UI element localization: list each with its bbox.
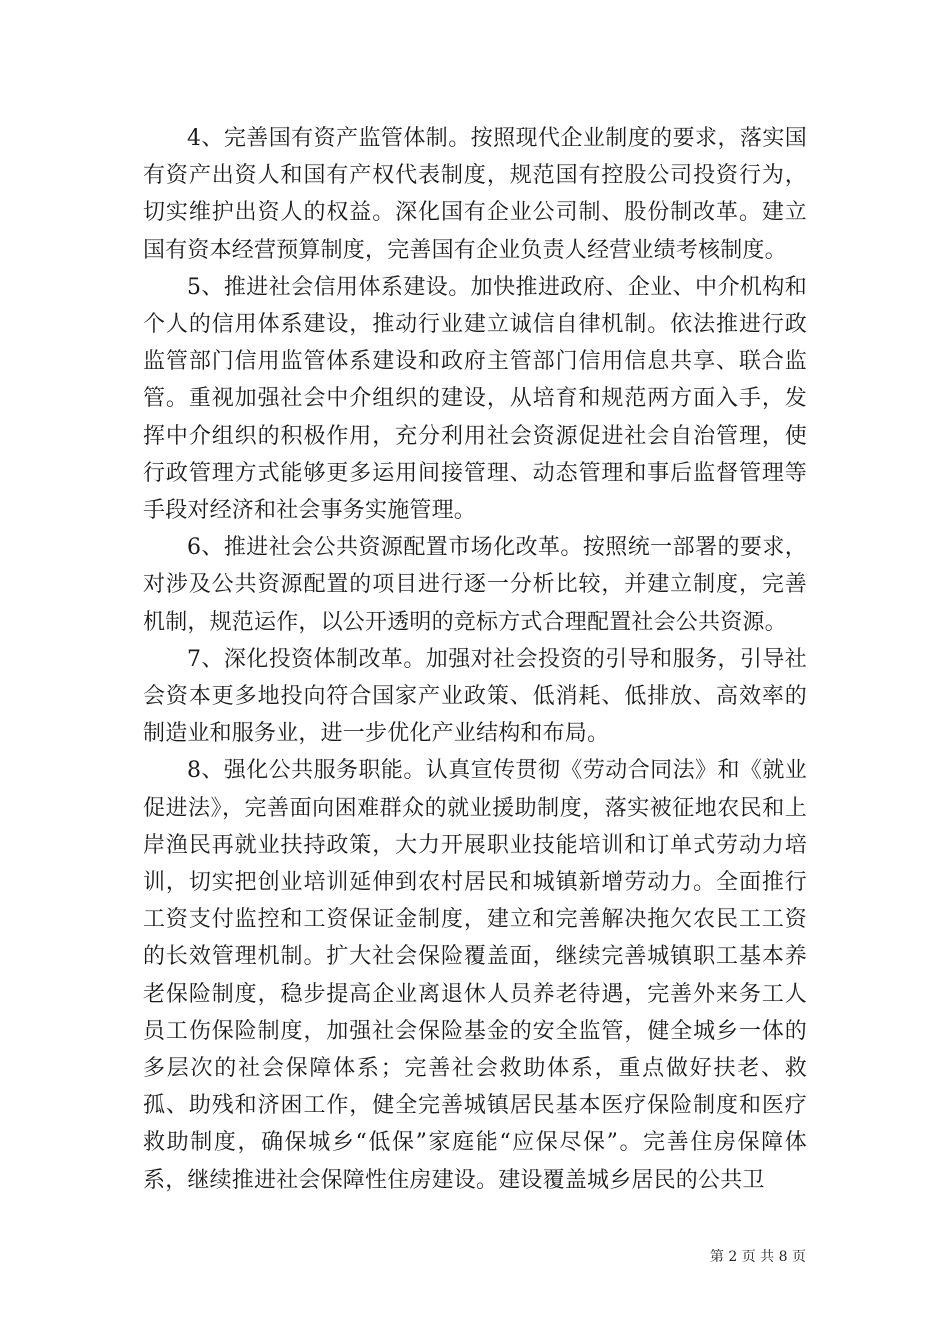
- paragraph-6-public-resources: 6、推进社会公共资源配置市场化改革。按照统一部署的要求，对涉及公共资源配置的项目进行逐一分析比较，并建立制度，完善机制，规范运作，以公开透明的竞标方式合理配置社会公共资源。: [143, 535, 807, 635]
- document-body: [143, 120, 807, 1199]
- paragraph-7-investment-reform: 7、深化投资体制改革。加强对社会投资的引导和服务，引导社会资本更多地投向符合国家产业政策、低消耗、低排放、高效率的制造业和服务业，进一步优化产业结构和布局。: [143, 646, 807, 747]
- paragraph-8-public-services: 8、强化公共服务职能。认真宣传贯彻《劳动合同法》和《就业促进法》，完善面向困难群众的就业援助制度，落实被征地农民和上岸渔民再就业扶持政策，大力开展职业技能培训和订单式劳动力培训，切实把创业培训延伸到农村居民和城镇新增劳动力。全面推行工资支付监控和工资保证金制度，建立和完善解决拖欠农民工工资的长效管理机制。扩大社会保险覆盖面，继续完善城镇职工基本养老保险制度，稳步提高企业离退休人员养老待遇，完善外来务工人员工伤保险制度，加强社会保险基金的安全监管，健全城乡一体的多层次的社会保障体系；完善社会救助体系，重点做好扶老、救孤、助残和济困工作，健全完善城镇居民基本医疗保险制度和医疗救助制度，确保城乡“低保”家庭能“应保尽保”。完善住房保障体系，继续推进社会保障性住房建设。建设覆盖城乡居民的公共卫: [143, 758, 807, 1193]
- paragraph-5-credit-system: 5、推进社会信用体系建设。加快推进政府、企业、中介机构和个人的信用体系建设，推动行业建立诚信自律机制。依法推进行政监管部门信用监管体系建设和政府主管部门信用信息共享、联合监管。重视加强社会中介组织的建设，从培育和规范两方面入手，发挥中介组织的积极作用，充分利用社会资源促进社会自治管理，使行政管理方式能够更多运用间接管理、动态管理和事后监督管理等手段对经济和社会事务实施管理。: [143, 274, 807, 524]
- page-number: 第 2 页 共 8 页: [709, 1249, 806, 1265]
- paragraph-4-state-assets: 4、完善国有资产监管体制。按照现代企业制度的要求，落实国有资产出资人和国有产权代表制度，规范国有控股公司投资行为，切实维护出资人的权益。深化国有企业公司制、股份制改革。建立国有资本经营预算制度，完善国有企业负责人经营业绩考核制度。: [143, 126, 807, 263]
